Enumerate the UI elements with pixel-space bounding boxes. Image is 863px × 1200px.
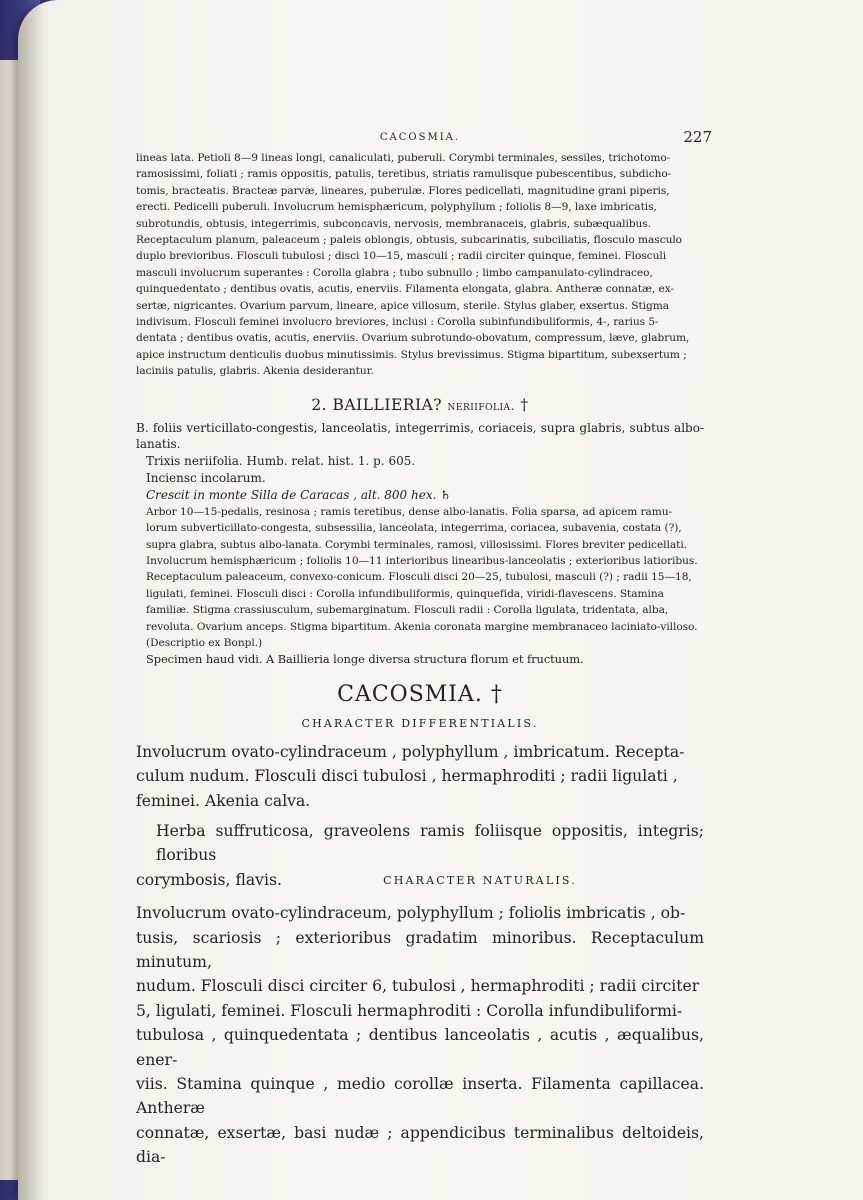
running-head-title: CACOSMIA. — [379, 132, 461, 143]
page-number: 227 — [683, 128, 712, 146]
source-note: (Descriptio ex Bonpl.) — [146, 636, 263, 649]
text-line: erecti. Pedicelli puberuli. Involucrum hemisphæricum, polyphyllum ; foliolis 8—9, laxe imbricatis, — [136, 201, 657, 214]
genus-title: CACOSMIA. † — [337, 681, 503, 707]
page-content — [136, 128, 712, 1170]
book-page — [18, 0, 863, 1200]
species-vernacular: Inciensc incolarum. — [146, 470, 266, 485]
running-head — [136, 128, 712, 150]
species-synonym: Trixis neriifolia. Humb. relat. hist. 1. p. 605. — [146, 453, 416, 468]
text-line: Receptaculum planum, paleaceum ; paleis oblongis, obtusis, subcarinatis, subciliatis, flosculo masculo — [136, 234, 683, 247]
text-line: culum nudum. Flosculi disci tubulosi , hermaphroditi ; radii ligulati , — [136, 767, 678, 786]
text-line: Involucrum ovato-cylindraceum, polyphyllum ; foliolis imbricatis , ob- — [136, 904, 686, 923]
text-line: duplo brevioribus. Flosculi tubulosi ; disci 10—15, masculi ; radii circiter quinque, feminei. Flosculi — [136, 250, 667, 263]
text-line: ramosissimi, foliati ; ramis oppositis, patulis, teretibus, striatis ramulisque pubescentibus, subdicho- — [136, 168, 672, 181]
species-genus: BAILLIERIA? — [332, 395, 443, 414]
dagger-mark: † — [520, 395, 529, 414]
species-habitat: Crescit in monte Silla de Caracas , alt. 800 hex. ♄ — [146, 487, 451, 502]
text-line: revoluta. Ovarium anceps. Stigma bipartitum. Akenia coronata margine membranaceo laciniato-villoso. — [146, 620, 698, 633]
text-line: Herba suffruticosa, graveolens ramis foliisque oppositis, integris; floribus — [156, 821, 704, 865]
spine-shadow — [18, 0, 48, 1200]
text-line: tomis, bracteatis. Bracteæ parvæ, lineares, puberulæ. Flores pedicellati, magnitudine grani piperis, — [136, 184, 670, 197]
text-line: apice instructum denticulis duobus minutissimis. Stylus brevissimus. Stigma bipartitum, subexsertum ; — [136, 348, 687, 361]
species-heading — [136, 396, 704, 414]
text-line: corymbosis, flavis. — [136, 870, 282, 889]
differential-paragraph — [136, 740, 704, 813]
text-line: ligulati, feminei. Flosculi disci : Corolla infundibuliformis, quinquefida, viridi-flavescens. Stamina — [146, 587, 664, 600]
text-line: familiæ. Stigma crassiusculum, subemarginatum. Flosculi radii : Corolla ligulata, tridentata, alba, — [146, 604, 669, 617]
text-line: Involucrum ovato-cylindraceum , polyphyllum , imbricatum. Recepta- — [136, 742, 685, 761]
text-line: nudum. Flosculi disci circiter 6, tubulosi , hermaphroditi ; radii circiter — [136, 977, 700, 996]
text-line: lineas lata. Petioli 8—9 lineas longi, canaliculati, puberuli. Corymbi terminales, sessiles, trichotomo- — [136, 152, 671, 164]
natural-paragraph — [136, 901, 704, 1169]
text-line: Involucrum hemisphæricum ; foliolis 10—11 interioribus linearibus-lanceolatis ; exterioribus latioribus. — [146, 554, 698, 567]
text-line: indivisum. Flosculi feminei involucro breviores, inclusi : Corolla subinfundibuliformis, 4-, rarius 5- — [136, 316, 659, 329]
text-line: connatæ, exsertæ, basi nudæ ; appendicibus terminalibus deltoideis, dia- — [136, 1123, 704, 1167]
text-line: sertæ, nigricantes. Ovarium parvum, lineare, apice villosum, sterile. Stylus glaber, exsertus. Stigma — [136, 299, 669, 312]
text-line: feminei. Akenia calva. — [136, 791, 311, 810]
text-line: tubulosa , quinquedentata ; dentibus lanceolatis , acutis , æqualibus, ener- — [136, 1026, 704, 1069]
text-line: tusis, scariosis ; exterioribus gradatim minoribus. Receptaculum minutum, — [136, 928, 704, 971]
text-line: masculi involucrum superantes : Corolla glabra ; tubo subnullo ; limbo campanulato-cylindraceo, — [136, 266, 653, 279]
species-epithet: neriifolia. — [447, 397, 515, 413]
text-line: quinquedentato ; dentibus ovatis, acutis, enerviis. Filamenta elongata, glabra. Antheræ connatæ, ex- — [136, 283, 674, 296]
continuation-paragraph — [136, 150, 704, 380]
text-line: Arbor 10—15-pedalis, resinosa ; ramis teretibus, dense albo-lanatis. Folia sparsa, ad apicem ramu- — [146, 505, 673, 518]
species-description — [146, 504, 704, 668]
text-line: subrotundis, obtusis, integerrimis, subconcavis, nervosis, membranaceis, glabris, subæqualibus. — [136, 217, 652, 230]
text-line: dentata ; dentibus ovatis, acutis, enerviis. Ovarium subrotundo-obovatum, compressum, læve, glabrum, — [136, 332, 690, 345]
species-remark: Specimen haud vidi. A Baillieria longe diversa structura florum et fructuum. — [146, 652, 584, 667]
text-line: laciniis patulis, glabris. Akenia desiderantur. — [136, 365, 374, 378]
natural-heading: CHARACTER NATURALIS. — [383, 874, 577, 888]
text-line: viis. Stamina quinque , medio corollæ inserta. Filamenta capillacea. Antheræ — [136, 1075, 704, 1118]
text-line: lorum subverticillato-congesta, subsessilia, lanceolata, integerrima, coriacea, subavenia, costata (?), — [146, 522, 682, 535]
differential-heading: CHARACTER DIFFERENTIALIS. — [301, 716, 539, 730]
text-line: Receptaculum paleaceum, convexo-conicum. Flosculi disci 20—25, tubulosi, masculi (?) ; radii 15—18, — [146, 571, 692, 584]
species-diagnosis: B. foliis verticillato-congestis, lanceolatis, integerrimis, coriaceis, supra glabris, subtus albo-lanatis. — [136, 420, 704, 452]
text-line: supra glabra, subtus albo-lanata. Corymbi terminales, ramosi, villosissimi. Flores breviter pedicellati. — [146, 538, 687, 551]
text-line: 5, ligulati, feminei. Flosculi hermaphroditi : Corolla infundibuliformi- — [136, 1001, 683, 1020]
species-number: 2. — [311, 395, 328, 414]
